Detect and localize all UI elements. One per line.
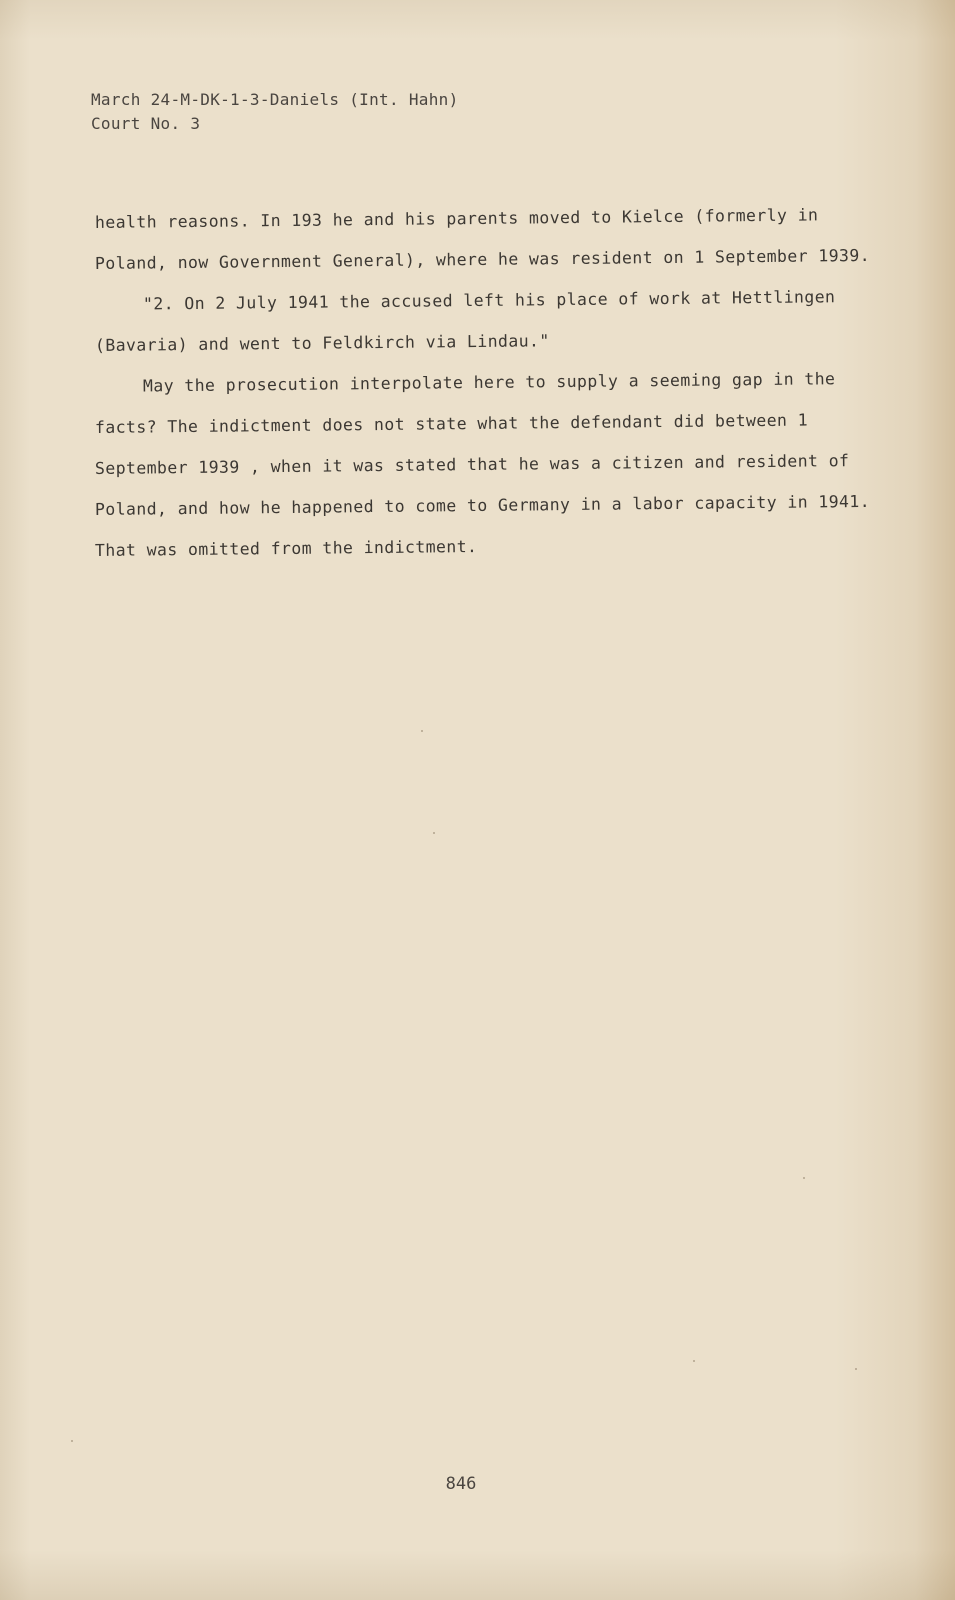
paper-speck bbox=[855, 1368, 857, 1370]
body-line: "2. On 2 July 1941 the accused left his place of work at Hettlingen bbox=[142, 287, 836, 314]
paper-speck bbox=[71, 1440, 73, 1442]
page-number: 846 bbox=[445, 1474, 477, 1494]
body-line: September 1939 , when it was stated that he was a citizen and resident of bbox=[94, 451, 850, 478]
body-line: Poland, now Government General), where he was resident on 1 September 1939. bbox=[94, 245, 871, 273]
body-line: facts? The indictment does not state what the defendant did between 1 bbox=[94, 410, 809, 437]
paper-speck bbox=[803, 1177, 805, 1179]
document-body bbox=[94, 202, 871, 571]
body-line: May the prosecution interpolate here to supply a seeming gap in the bbox=[142, 369, 836, 396]
document-header bbox=[91, 88, 459, 136]
header-court-number: Court No. 3 bbox=[91, 114, 201, 133]
body-line: Poland, and how he happened to come to Germany in a labor capacity in 1941. bbox=[94, 491, 871, 519]
header-case-reference: March 24-M-DK-1-3-Daniels (Int. Hahn) bbox=[91, 90, 459, 109]
paper-speck bbox=[433, 832, 435, 834]
body-line: (Bavaria) and went to Feldkirch via Lindau." bbox=[94, 331, 550, 355]
paper-speck bbox=[421, 730, 423, 732]
body-line: health reasons. In 193 he and his parents moved to Kielce (formerly in bbox=[94, 205, 819, 232]
body-line: That was omitted from the indictment. bbox=[94, 536, 478, 560]
paper-speck bbox=[693, 1360, 695, 1362]
